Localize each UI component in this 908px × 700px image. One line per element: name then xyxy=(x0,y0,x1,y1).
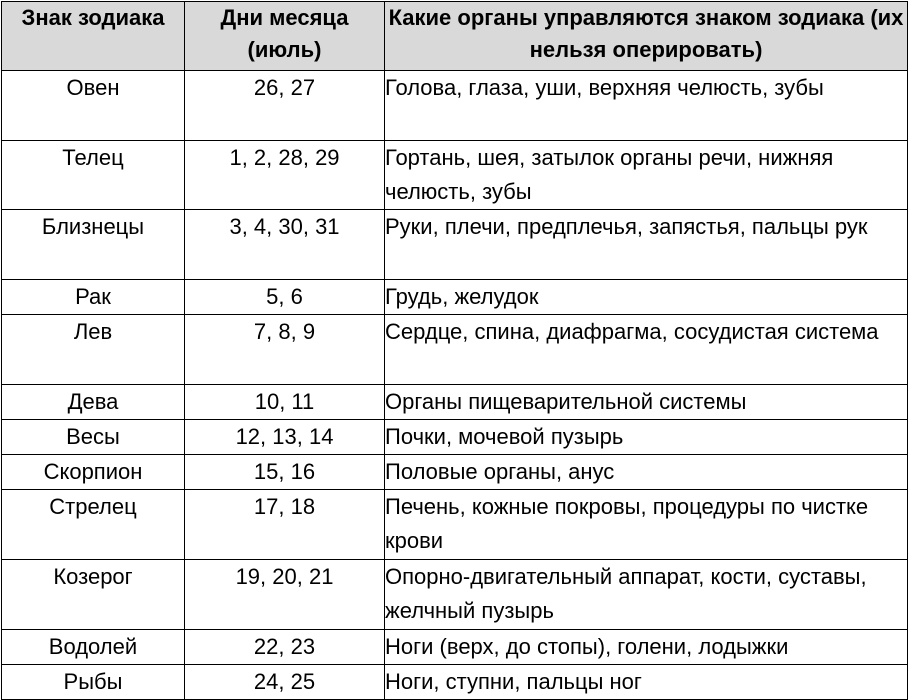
sign-cell: Телец xyxy=(2,141,185,210)
table-row xyxy=(2,490,908,560)
days-cell: 22, 23 xyxy=(185,630,385,665)
days-cell: 1, 2, 28, 29 xyxy=(185,141,385,210)
organs-cell: Грудь, желудок xyxy=(385,280,908,315)
sign-cell: Лев xyxy=(2,315,185,385)
sign-cell: Близнецы xyxy=(2,210,185,280)
table-row xyxy=(2,210,908,280)
organs-cell: Ноги, ступни, пальцы ног xyxy=(385,665,908,700)
organs-cell: Печень, кожные покровы, процедуры по чистке крови xyxy=(385,490,908,560)
organs-cell: Руки, плечи, предплечья, запястья, пальцы рук xyxy=(385,210,908,280)
sign-cell: Рак xyxy=(2,280,185,315)
zodiac-organs-table xyxy=(1,1,908,700)
table-row xyxy=(2,71,908,141)
organs-cell: Голова, глаза, уши, верхняя челюсть, зубы xyxy=(385,71,908,141)
table-row xyxy=(2,315,908,385)
header-row xyxy=(2,2,908,71)
days-cell: 26, 27 xyxy=(185,71,385,141)
sign-cell: Стрелец xyxy=(2,490,185,560)
days-cell: 7, 8, 9 xyxy=(185,315,385,385)
header-days: Дни месяца (июль) xyxy=(185,2,385,71)
sign-cell: Овен xyxy=(2,71,185,141)
sign-cell: Водолей xyxy=(2,630,185,665)
organs-cell: Почки, мочевой пузырь xyxy=(385,420,908,455)
organs-cell: Половые органы, анус xyxy=(385,455,908,490)
header-sign: Знак зодиака xyxy=(2,2,185,71)
days-cell: 15, 16 xyxy=(185,455,385,490)
table-row xyxy=(2,630,908,665)
organs-cell: Органы пищеварительной системы xyxy=(385,385,908,420)
organs-cell: Опорно-двигательный аппарат, кости, суставы, желчный пузырь xyxy=(385,560,908,630)
table-row xyxy=(2,455,908,490)
days-cell: 5, 6 xyxy=(185,280,385,315)
table-row xyxy=(2,141,908,210)
days-cell: 3, 4, 30, 31 xyxy=(185,210,385,280)
days-cell: 19, 20, 21 xyxy=(185,560,385,630)
table-row xyxy=(2,560,908,630)
sign-cell: Рыбы xyxy=(2,665,185,700)
sign-cell: Козерог xyxy=(2,560,185,630)
table-row xyxy=(2,420,908,455)
sign-cell: Скорпион xyxy=(2,455,185,490)
organs-cell: Гортань, шея, затылок органы речи, нижняя челюсть, зубы xyxy=(385,141,908,210)
days-cell: 10, 11 xyxy=(185,385,385,420)
sign-cell: Весы xyxy=(2,420,185,455)
days-cell: 17, 18 xyxy=(185,490,385,560)
days-cell: 24, 25 xyxy=(185,665,385,700)
table-row xyxy=(2,665,908,700)
sign-cell: Дева xyxy=(2,385,185,420)
days-cell: 12, 13, 14 xyxy=(185,420,385,455)
table-row xyxy=(2,280,908,315)
header-organs: Какие органы управляются знаком зодиака (их нельзя оперировать) xyxy=(385,2,908,71)
organs-cell: Ноги (верх, до стопы), голени, лодыжки xyxy=(385,630,908,665)
organs-cell: Сердце, спина, диафрагма, сосудистая система xyxy=(385,315,908,385)
table-row xyxy=(2,385,908,420)
